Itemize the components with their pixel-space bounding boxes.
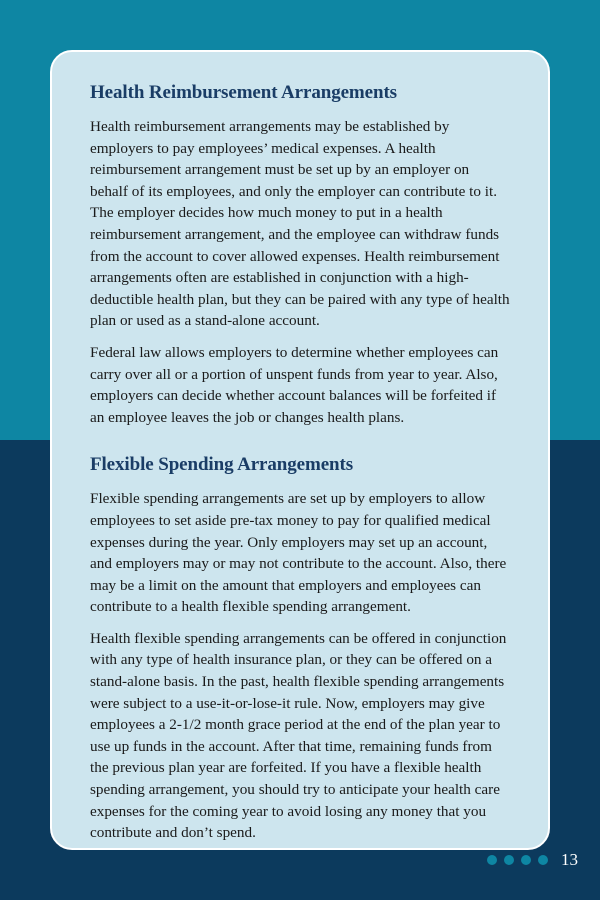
paragraph: Health flexible spending arrangements can be offered in conjunction with any type of health insurance plan, or they can be offered on a stand-alone basis. In the past, health flexible spending arrangements were subject to a use-it-or-lose-it rule. Now, employers may give employees a 2-1/2 month grace period at the end of the plan year to use up funds in the account. After that time, remaining funds from the previous plan year are forfeited. If you have a flexible health spending arrangement, you should try to anticipate your health care expenses for the coming year to avoid losing any money that you contribute and don’t spend. [90, 629, 507, 842]
decorative-dot-icon [521, 855, 531, 865]
page-number: 13 [561, 850, 578, 869]
paragraph: Health reimbursement arrangements may be established by employers to pay employees’ medical expenses. A health reimbursement arrangement must be set up by an employer on behalf of its employees, and only the employer can contribute to it. The employer decides how much money to put in a health reimbursement arrangement, and the employee can withdraw funds from the account to cover allowed expenses. Health reimbursement arrangements often are established in conjunction with a high-deductible health plan, but they can be paired with any type of health plan or used as a stand-alone account. [90, 118, 510, 330]
decorative-dot-icon [487, 855, 497, 865]
page-footer [487, 850, 578, 870]
decorative-dot-icon [538, 855, 548, 865]
paragraph: Federal law allows employers to determine whether employees can carry over all or a portion of unspent funds from year to year. Also, employers can decide whether account balances will be forfeited if an employee leaves the job or changes health plans. [90, 343, 499, 426]
decorative-dot-icon [504, 855, 514, 865]
paragraph: Flexible spending arrangements are set up by employers to allow employees to set aside pre-tax money to pay for qualified medical expenses during the year. Only employers may set up an account, and employers may or may not contribute to the account. Also, there may be a limit on the amount that employers and employees can contribute to a health flexible spending arrangement. [90, 490, 507, 616]
section-health-reimbursement [90, 82, 510, 428]
content-card [50, 50, 550, 850]
section-flexible-spending [90, 454, 510, 844]
section-heading: Health Reimbursement Arrangements [90, 82, 397, 103]
section-heading: Flexible Spending Arrangements [90, 454, 354, 476]
